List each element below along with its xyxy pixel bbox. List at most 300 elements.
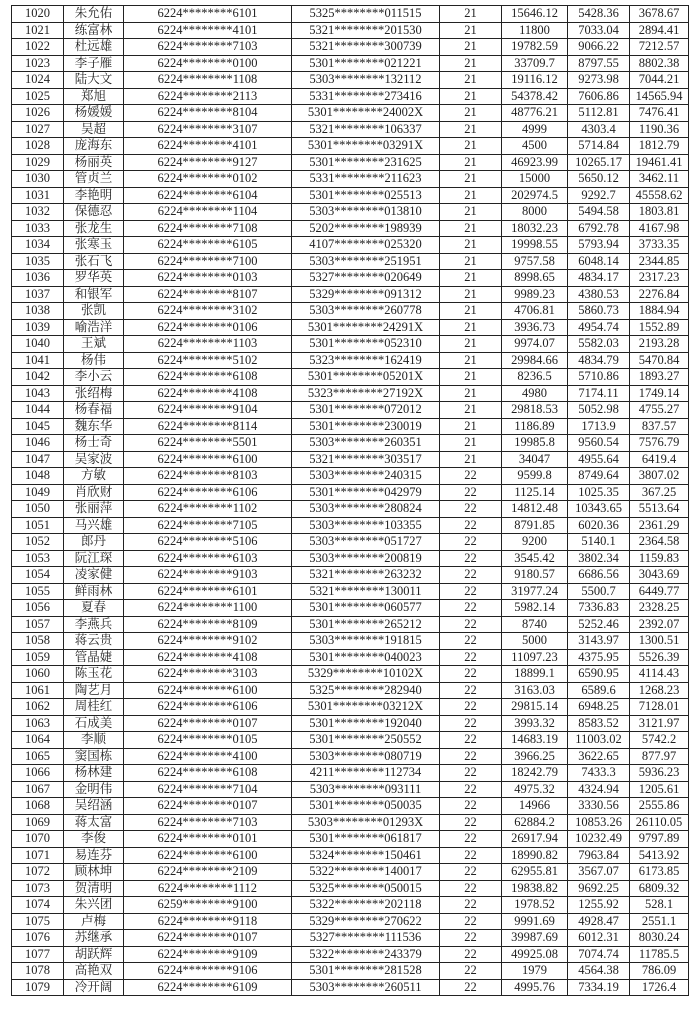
cell-amount-a: 11800 xyxy=(502,22,568,39)
cell-name: 易连芬 xyxy=(64,847,124,864)
table-row xyxy=(12,649,689,666)
cell-index: 1076 xyxy=(12,930,64,947)
cell-amount-c: 1205.61 xyxy=(630,781,689,798)
cell-amount-a: 34047 xyxy=(502,451,568,468)
cell-amount-b: 9692.25 xyxy=(568,880,630,897)
cell-index: 1067 xyxy=(12,781,64,798)
cell-name: 冷开阔 xyxy=(64,979,124,996)
table-row xyxy=(12,930,689,947)
cell-age: 22 xyxy=(440,699,502,716)
cell-amount-a: 9180.57 xyxy=(502,567,568,584)
cell-index: 1068 xyxy=(12,798,64,815)
cell-bank-card: 6224********1108 xyxy=(124,72,292,89)
cell-name: 朱允佑 xyxy=(64,6,124,23)
table-row xyxy=(12,699,689,716)
cell-name: 喻浩洋 xyxy=(64,319,124,336)
cell-amount-b: 3802.34 xyxy=(568,550,630,567)
cell-id-number: 5322********202118 xyxy=(292,897,440,914)
cell-bank-card: 6224********3107 xyxy=(124,121,292,138)
cell-name: 金明伟 xyxy=(64,781,124,798)
cell-age: 22 xyxy=(440,666,502,683)
cell-index: 1054 xyxy=(12,567,64,584)
cell-amount-a: 3163.03 xyxy=(502,682,568,699)
cell-age: 21 xyxy=(440,303,502,320)
cell-amount-a: 3966.25 xyxy=(502,748,568,765)
cell-amount-b: 7433.3 xyxy=(568,765,630,782)
cell-bank-card: 6224********6100 xyxy=(124,847,292,864)
cell-amount-c: 2364.58 xyxy=(630,534,689,551)
cell-bank-card: 6224********4108 xyxy=(124,649,292,666)
cell-id-number: 5303********260778 xyxy=(292,303,440,320)
cell-amount-c: 2344.85 xyxy=(630,253,689,270)
cell-amount-a: 1125.14 xyxy=(502,484,568,501)
cell-amount-c: 6809.32 xyxy=(630,880,689,897)
cell-bank-card: 6224********6100 xyxy=(124,451,292,468)
cell-id-number: 5331********211623 xyxy=(292,171,440,188)
cell-amount-c: 5470.84 xyxy=(630,352,689,369)
cell-bank-card: 6224********7105 xyxy=(124,517,292,534)
cell-bank-card: 6224********0107 xyxy=(124,715,292,732)
cell-amount-c: 367.25 xyxy=(630,484,689,501)
cell-index: 1043 xyxy=(12,385,64,402)
cell-bank-card: 6224********3103 xyxy=(124,666,292,683)
cell-amount-b: 4375.95 xyxy=(568,649,630,666)
cell-amount-c: 1300.51 xyxy=(630,633,689,650)
cell-amount-a: 18990.82 xyxy=(502,847,568,864)
table-row xyxy=(12,253,689,270)
cell-amount-c: 11785.5 xyxy=(630,946,689,963)
table-row xyxy=(12,798,689,815)
cell-age: 21 xyxy=(440,451,502,468)
cell-amount-b: 10343.65 xyxy=(568,501,630,518)
cell-name: 杨丽英 xyxy=(64,154,124,171)
cell-amount-a: 8236.5 xyxy=(502,369,568,386)
cell-amount-c: 5413.92 xyxy=(630,847,689,864)
cell-amount-a: 19838.82 xyxy=(502,880,568,897)
cell-bank-card: 6224********6103 xyxy=(124,550,292,567)
table-row xyxy=(12,781,689,798)
table-row xyxy=(12,880,689,897)
cell-name: 杜远雄 xyxy=(64,39,124,56)
cell-amount-c: 2328.25 xyxy=(630,600,689,617)
cell-amount-b: 1255.92 xyxy=(568,897,630,914)
cell-amount-c: 7576.79 xyxy=(630,435,689,452)
table-row xyxy=(12,600,689,617)
cell-name: 郎丹 xyxy=(64,534,124,551)
cell-name: 李顺 xyxy=(64,732,124,749)
table-row xyxy=(12,72,689,89)
cell-bank-card: 6224********9102 xyxy=(124,633,292,650)
cell-name: 阮江琛 xyxy=(64,550,124,567)
cell-index: 1045 xyxy=(12,418,64,435)
cell-bank-card: 6224********5102 xyxy=(124,352,292,369)
cell-id-number: 4211********112734 xyxy=(292,765,440,782)
cell-amount-a: 9757.58 xyxy=(502,253,568,270)
cell-amount-b: 6686.56 xyxy=(568,567,630,584)
cell-amount-c: 1812.79 xyxy=(630,138,689,155)
table-row xyxy=(12,220,689,237)
cell-name: 陆大文 xyxy=(64,72,124,89)
cell-amount-a: 1978.52 xyxy=(502,897,568,914)
cell-amount-c: 1190.36 xyxy=(630,121,689,138)
cell-amount-c: 6449.77 xyxy=(630,583,689,600)
cell-index: 1020 xyxy=(12,6,64,23)
cell-name: 蒋云贵 xyxy=(64,633,124,650)
cell-index: 1049 xyxy=(12,484,64,501)
cell-index: 1051 xyxy=(12,517,64,534)
cell-index: 1064 xyxy=(12,732,64,749)
cell-age: 22 xyxy=(440,765,502,782)
cell-amount-c: 2392.07 xyxy=(630,616,689,633)
cell-amount-a: 4706.81 xyxy=(502,303,568,320)
table-row xyxy=(12,88,689,105)
cell-name: 马兴雄 xyxy=(64,517,124,534)
cell-name: 肖欣财 xyxy=(64,484,124,501)
cell-bank-card: 6224********2113 xyxy=(124,88,292,105)
cell-amount-c: 2555.86 xyxy=(630,798,689,815)
cell-amount-a: 46923.99 xyxy=(502,154,568,171)
cell-age: 21 xyxy=(440,88,502,105)
cell-id-number: 5303********01293X xyxy=(292,814,440,831)
cell-name: 张石飞 xyxy=(64,253,124,270)
cell-id-number: 5303********093111 xyxy=(292,781,440,798)
cell-age: 22 xyxy=(440,897,502,914)
cell-id-number: 5325********050015 xyxy=(292,880,440,897)
table-row xyxy=(12,963,689,980)
cell-age: 21 xyxy=(440,385,502,402)
cell-id-number: 5301********192040 xyxy=(292,715,440,732)
cell-amount-a: 62884.2 xyxy=(502,814,568,831)
cell-amount-a: 8740 xyxy=(502,616,568,633)
cell-index: 1069 xyxy=(12,814,64,831)
cell-age: 22 xyxy=(440,913,502,930)
cell-age: 22 xyxy=(440,798,502,815)
cell-amount-b: 5494.58 xyxy=(568,204,630,221)
cell-index: 1024 xyxy=(12,72,64,89)
table-row xyxy=(12,831,689,848)
cell-id-number: 5301********025513 xyxy=(292,187,440,204)
cell-amount-c: 837.57 xyxy=(630,418,689,435)
cell-amount-b: 9066.22 xyxy=(568,39,630,56)
cell-amount-a: 3993.32 xyxy=(502,715,568,732)
cell-amount-a: 49925.08 xyxy=(502,946,568,963)
cell-id-number: 5324********150461 xyxy=(292,847,440,864)
cell-name: 王斌 xyxy=(64,336,124,353)
cell-id-number: 5301********265212 xyxy=(292,616,440,633)
cell-amount-a: 18032.23 xyxy=(502,220,568,237)
cell-age: 22 xyxy=(440,847,502,864)
cell-id-number: 5301********03212X xyxy=(292,699,440,716)
cell-age: 22 xyxy=(440,831,502,848)
cell-amount-b: 10853.26 xyxy=(568,814,630,831)
cell-name: 陈玉花 xyxy=(64,666,124,683)
cell-id-number: 5329********091312 xyxy=(292,286,440,303)
table-row xyxy=(12,22,689,39)
cell-name: 杨春福 xyxy=(64,402,124,419)
cell-amount-b: 9560.54 xyxy=(568,435,630,452)
cell-index: 1022 xyxy=(12,39,64,56)
table-row xyxy=(12,864,689,881)
table-body xyxy=(12,6,689,996)
cell-name: 鲜雨林 xyxy=(64,583,124,600)
cell-index: 1029 xyxy=(12,154,64,171)
cell-amount-b: 4303.4 xyxy=(568,121,630,138)
cell-amount-b: 6792.78 xyxy=(568,220,630,237)
cell-name: 管晶婕 xyxy=(64,649,124,666)
cell-bank-card: 6224********8109 xyxy=(124,616,292,633)
cell-name: 李艳明 xyxy=(64,187,124,204)
cell-amount-a: 14966 xyxy=(502,798,568,815)
cell-id-number: 5303********132112 xyxy=(292,72,440,89)
cell-amount-b: 7606.86 xyxy=(568,88,630,105)
cell-index: 1037 xyxy=(12,286,64,303)
cell-amount-b: 9273.98 xyxy=(568,72,630,89)
cell-index: 1025 xyxy=(12,88,64,105)
cell-name: 郑旭 xyxy=(64,88,124,105)
cell-bank-card: 6224********5106 xyxy=(124,534,292,551)
cell-amount-c: 877.97 xyxy=(630,748,689,765)
cell-amount-b: 6948.25 xyxy=(568,699,630,716)
cell-index: 1032 xyxy=(12,204,64,221)
cell-age: 21 xyxy=(440,6,502,23)
cell-bank-card: 6224********6108 xyxy=(124,765,292,782)
cell-amount-a: 9991.69 xyxy=(502,913,568,930)
cell-bank-card: 6224********0107 xyxy=(124,930,292,947)
cell-age: 22 xyxy=(440,864,502,881)
cell-bank-card: 6224********1100 xyxy=(124,600,292,617)
cell-age: 22 xyxy=(440,814,502,831)
cell-amount-a: 15000 xyxy=(502,171,568,188)
table-row xyxy=(12,402,689,419)
cell-amount-a: 33709.7 xyxy=(502,55,568,72)
cell-index: 1074 xyxy=(12,897,64,914)
cell-age: 22 xyxy=(440,583,502,600)
cell-bank-card: 6224********8107 xyxy=(124,286,292,303)
cell-amount-b: 5428.36 xyxy=(568,6,630,23)
cell-amount-b: 10232.49 xyxy=(568,831,630,848)
cell-id-number: 5303********013810 xyxy=(292,204,440,221)
cell-bank-card: 6224********9127 xyxy=(124,154,292,171)
cell-id-number: 5301********040023 xyxy=(292,649,440,666)
cell-index: 1036 xyxy=(12,270,64,287)
cell-amount-b: 5140.1 xyxy=(568,534,630,551)
cell-id-number: 5303********240315 xyxy=(292,468,440,485)
cell-name: 张龙生 xyxy=(64,220,124,237)
cell-index: 1050 xyxy=(12,501,64,518)
cell-amount-b: 1713.9 xyxy=(568,418,630,435)
cell-age: 21 xyxy=(440,22,502,39)
cell-amount-a: 14812.48 xyxy=(502,501,568,518)
cell-amount-a: 29815.14 xyxy=(502,699,568,716)
table-row xyxy=(12,204,689,221)
cell-name: 吴超 xyxy=(64,121,124,138)
cell-age: 22 xyxy=(440,633,502,650)
cell-bank-card: 6224********8114 xyxy=(124,418,292,435)
cell-amount-c: 9797.89 xyxy=(630,831,689,848)
cell-bank-card: 6224********6106 xyxy=(124,699,292,716)
cell-amount-c: 5742.2 xyxy=(630,732,689,749)
cell-age: 21 xyxy=(440,121,502,138)
cell-amount-c: 3807.02 xyxy=(630,468,689,485)
table-row xyxy=(12,451,689,468)
cell-name: 李燕兵 xyxy=(64,616,124,633)
cell-amount-b: 1025.35 xyxy=(568,484,630,501)
cell-index: 1026 xyxy=(12,105,64,122)
cell-amount-c: 7128.01 xyxy=(630,699,689,716)
cell-amount-a: 19985.8 xyxy=(502,435,568,452)
cell-amount-a: 19116.12 xyxy=(502,72,568,89)
cell-amount-b: 6012.31 xyxy=(568,930,630,947)
cell-index: 1065 xyxy=(12,748,64,765)
cell-name: 张凯 xyxy=(64,303,124,320)
cell-bank-card: 6224********1104 xyxy=(124,204,292,221)
cell-name: 卢梅 xyxy=(64,913,124,930)
cell-name: 杨林建 xyxy=(64,765,124,782)
table-row xyxy=(12,138,689,155)
cell-amount-a: 15646.12 xyxy=(502,6,568,23)
cell-id-number: 5303********191815 xyxy=(292,633,440,650)
cell-age: 22 xyxy=(440,781,502,798)
cell-bank-card: 6224********4108 xyxy=(124,385,292,402)
cell-amount-b: 6020.36 xyxy=(568,517,630,534)
cell-amount-a: 29818.53 xyxy=(502,402,568,419)
cell-bank-card: 6224********6108 xyxy=(124,369,292,386)
cell-amount-c: 8802.38 xyxy=(630,55,689,72)
cell-amount-a: 1186.89 xyxy=(502,418,568,435)
cell-name: 朱兴团 xyxy=(64,897,124,914)
cell-amount-a: 18242.79 xyxy=(502,765,568,782)
cell-amount-c: 2551.1 xyxy=(630,913,689,930)
cell-age: 22 xyxy=(440,534,502,551)
cell-amount-a: 3936.73 xyxy=(502,319,568,336)
table-row xyxy=(12,765,689,782)
cell-id-number: 5303********200819 xyxy=(292,550,440,567)
cell-amount-b: 6589.6 xyxy=(568,682,630,699)
cell-amount-b: 5052.98 xyxy=(568,402,630,419)
cell-bank-card: 6224********6101 xyxy=(124,6,292,23)
cell-amount-c: 2276.84 xyxy=(630,286,689,303)
cell-age: 22 xyxy=(440,715,502,732)
cell-bank-card: 6224********4101 xyxy=(124,22,292,39)
cell-amount-b: 5582.03 xyxy=(568,336,630,353)
cell-name: 张寒玉 xyxy=(64,237,124,254)
cell-age: 22 xyxy=(440,616,502,633)
cell-amount-a: 4999 xyxy=(502,121,568,138)
cell-amount-c: 786.09 xyxy=(630,963,689,980)
table-row xyxy=(12,435,689,452)
cell-bank-card: 6224********9118 xyxy=(124,913,292,930)
cell-bank-card: 6224********0106 xyxy=(124,319,292,336)
cell-age: 21 xyxy=(440,220,502,237)
cell-index: 1072 xyxy=(12,864,64,881)
cell-id-number: 5323********162419 xyxy=(292,352,440,369)
cell-name: 方敏 xyxy=(64,468,124,485)
cell-amount-b: 11003.02 xyxy=(568,732,630,749)
table-row xyxy=(12,154,689,171)
cell-id-number: 5301********060577 xyxy=(292,600,440,617)
cell-amount-c: 1893.27 xyxy=(630,369,689,386)
table-row xyxy=(12,633,689,650)
cell-amount-a: 1979 xyxy=(502,963,568,980)
table-row xyxy=(12,517,689,534)
cell-amount-a: 62955.81 xyxy=(502,864,568,881)
cell-bank-card: 6224********7104 xyxy=(124,781,292,798)
cell-id-number: 5321********303517 xyxy=(292,451,440,468)
cell-id-number: 5325********282940 xyxy=(292,682,440,699)
cell-amount-b: 7033.04 xyxy=(568,22,630,39)
cell-bank-card: 6224********6105 xyxy=(124,237,292,254)
cell-bank-card: 6224********7108 xyxy=(124,220,292,237)
table-row xyxy=(12,567,689,584)
cell-id-number: 5301********061817 xyxy=(292,831,440,848)
cell-amount-a: 9200 xyxy=(502,534,568,551)
cell-age: 21 xyxy=(440,286,502,303)
cell-bank-card: 6224********0107 xyxy=(124,798,292,815)
cell-age: 21 xyxy=(440,319,502,336)
cell-name: 练富林 xyxy=(64,22,124,39)
cell-bank-card: 6224********0100 xyxy=(124,55,292,72)
cell-id-number: 4107********025320 xyxy=(292,237,440,254)
table-row xyxy=(12,319,689,336)
cell-id-number: 5301********231625 xyxy=(292,154,440,171)
cell-index: 1071 xyxy=(12,847,64,864)
cell-name: 夏春 xyxy=(64,600,124,617)
cell-id-number: 5303********260511 xyxy=(292,979,440,996)
cell-amount-b: 5650.12 xyxy=(568,171,630,188)
cell-amount-a: 31977.24 xyxy=(502,583,568,600)
cell-amount-c: 1159.83 xyxy=(630,550,689,567)
cell-bank-card: 6224********8104 xyxy=(124,105,292,122)
cell-index: 1039 xyxy=(12,319,64,336)
cell-id-number: 5301********03291X xyxy=(292,138,440,155)
cell-bank-card: 6224********6109 xyxy=(124,979,292,996)
cell-bank-card: 6224********5501 xyxy=(124,435,292,452)
cell-amount-b: 7336.83 xyxy=(568,600,630,617)
cell-name: 张绍梅 xyxy=(64,385,124,402)
cell-amount-b: 8583.52 xyxy=(568,715,630,732)
cell-id-number: 5301********05201X xyxy=(292,369,440,386)
cell-index: 1028 xyxy=(12,138,64,155)
cell-age: 21 xyxy=(440,105,502,122)
cell-index: 1035 xyxy=(12,253,64,270)
cell-amount-b: 10265.17 xyxy=(568,154,630,171)
cell-amount-a: 19998.55 xyxy=(502,237,568,254)
cell-amount-b: 4564.38 xyxy=(568,963,630,980)
cell-bank-card: 6224********6100 xyxy=(124,682,292,699)
cell-id-number: 5301********042979 xyxy=(292,484,440,501)
cell-amount-a: 8791.85 xyxy=(502,517,568,534)
cell-bank-card: 6224********0103 xyxy=(124,270,292,287)
cell-bank-card: 6224********0105 xyxy=(124,732,292,749)
cell-age: 21 xyxy=(440,418,502,435)
cell-id-number: 5331********273416 xyxy=(292,88,440,105)
cell-name: 杨士奇 xyxy=(64,435,124,452)
cell-age: 22 xyxy=(440,501,502,518)
cell-amount-c: 2894.41 xyxy=(630,22,689,39)
cell-index: 1056 xyxy=(12,600,64,617)
cell-name: 李俊 xyxy=(64,831,124,848)
cell-amount-a: 4500 xyxy=(502,138,568,155)
cell-amount-b: 4324.94 xyxy=(568,781,630,798)
cell-bank-card: 6224********1103 xyxy=(124,336,292,353)
cell-name: 管贞兰 xyxy=(64,171,124,188)
cell-amount-c: 1803.81 xyxy=(630,204,689,221)
cell-id-number: 5321********106337 xyxy=(292,121,440,138)
cell-id-number: 5321********130011 xyxy=(292,583,440,600)
cell-id-number: 5202********198939 xyxy=(292,220,440,237)
table-row xyxy=(12,550,689,567)
cell-name: 罗华英 xyxy=(64,270,124,287)
